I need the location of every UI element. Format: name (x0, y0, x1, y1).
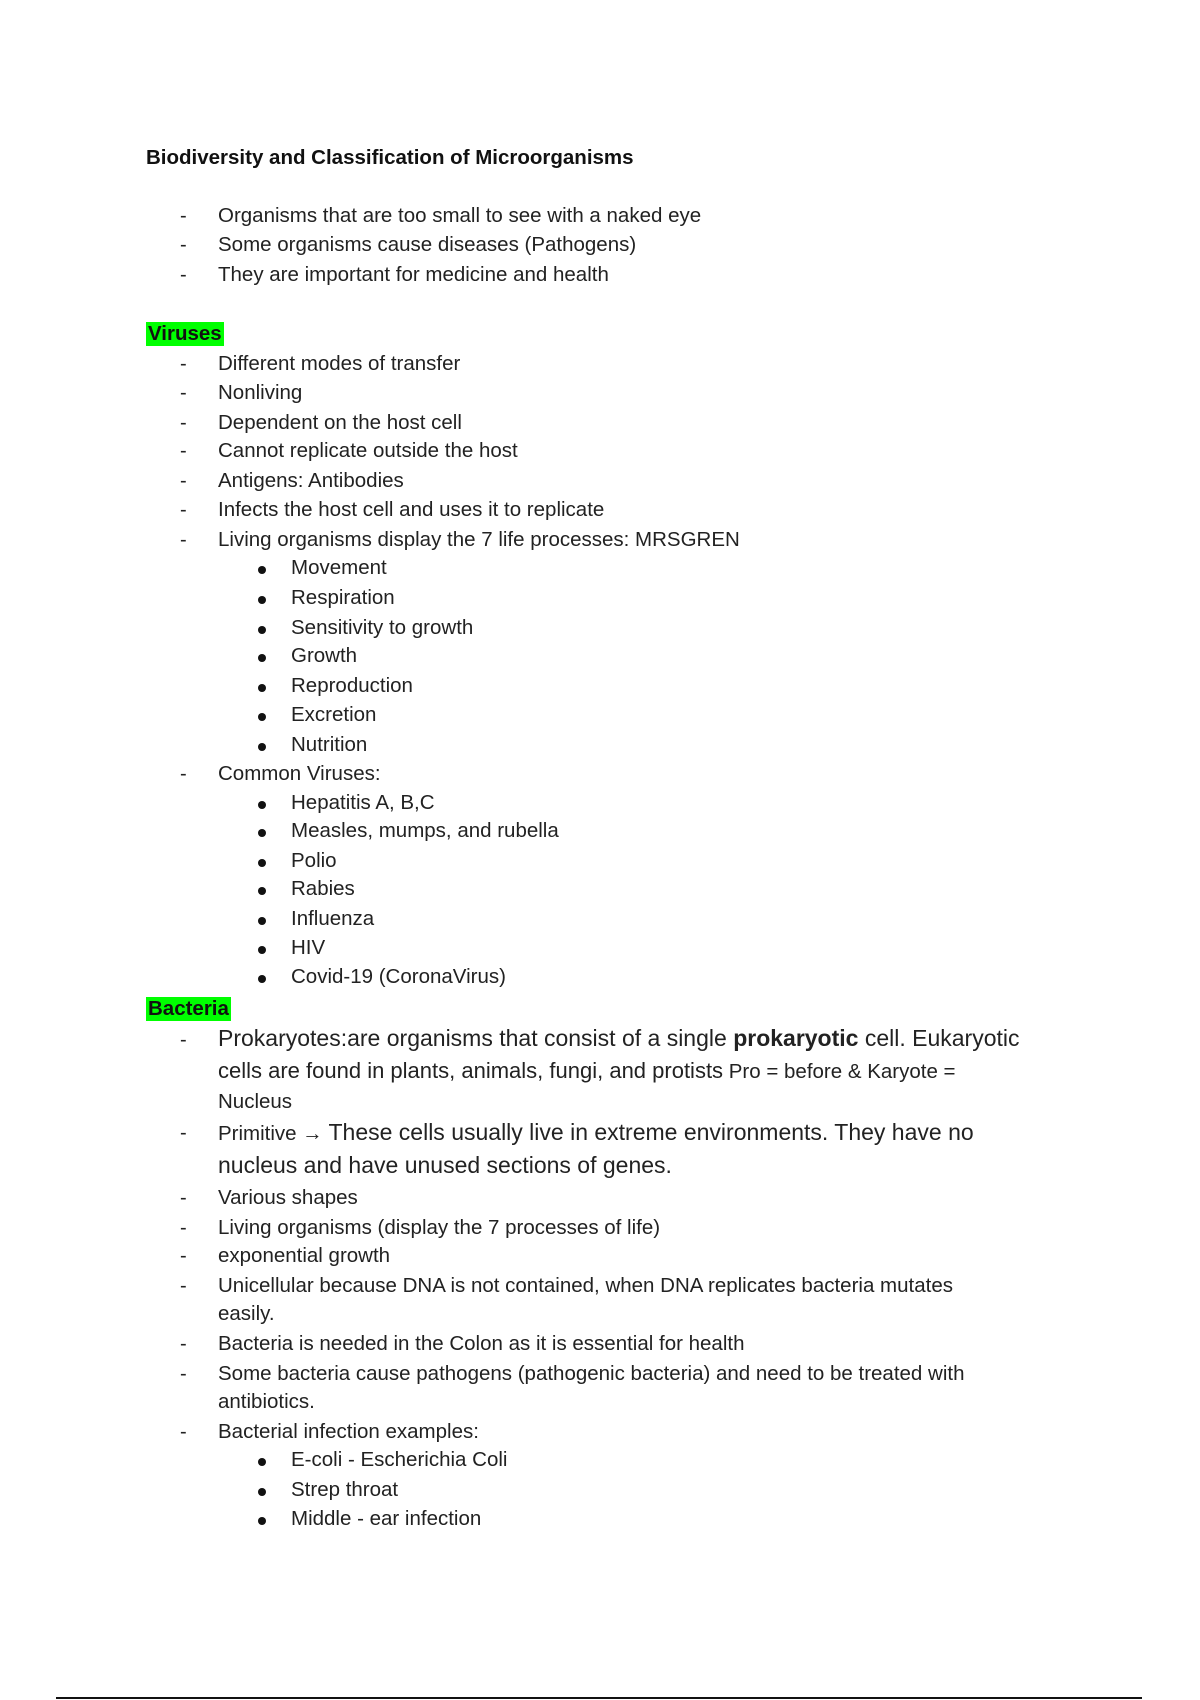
dash-bullet: - (180, 234, 187, 256)
list-item: Living organisms (display the 7 processes of life) (218, 1216, 661, 1239)
dash-bullet: - (180, 529, 187, 551)
dash-bullet: - (180, 1333, 187, 1355)
list-item: Bacterial infection examples: (218, 1420, 479, 1443)
dash-bullet: - (180, 1217, 187, 1239)
bullet-dot (258, 801, 266, 809)
bullet-dot (258, 829, 266, 837)
bullet-dot (258, 743, 266, 751)
list-item: Infects the host cell and uses it to replicate (218, 498, 605, 521)
dash-bullet: - (180, 412, 187, 434)
list-item: E-coli - Escherichia Coli (291, 1448, 508, 1471)
bullet-dot (258, 654, 266, 662)
bacteria-heading: Bacteria (148, 997, 229, 1020)
list-item: Hepatitis A, B,C (291, 791, 435, 814)
bullet-dot (258, 1458, 266, 1466)
list-item: Respiration (291, 586, 395, 609)
dash-bullet: - (180, 499, 187, 521)
list-item: Some bacteria cause pathogens (pathogenic bacteria) and need to be treated with (218, 1362, 965, 1385)
list-item: Polio (291, 849, 337, 872)
bullet-dot (258, 566, 266, 574)
prokaryotic-term: prokaryotic (733, 1025, 859, 1051)
dash-bullet: - (180, 1122, 187, 1144)
primitive-line (218, 1120, 974, 1146)
viruses-heading: Viruses (148, 322, 222, 345)
list-item: Middle - ear infection (291, 1507, 482, 1530)
list-item: Different modes of transfer (218, 352, 461, 375)
prokaryotes-line: Nucleus (218, 1090, 293, 1113)
list-item: Sensitivity to growth (291, 616, 474, 639)
bullet-dot (258, 1517, 266, 1525)
list-item: HIV (291, 936, 326, 959)
dash-bullet: - (180, 353, 187, 375)
list-item: Covid-19 (CoronaVirus) (291, 965, 506, 988)
bullet-dot (258, 713, 266, 721)
list-item: Measles, mumps, and rubella (291, 819, 559, 842)
bullet-dot (258, 887, 266, 895)
list-item: Antigens: Antibodies (218, 469, 404, 492)
list-item: exponential growth (218, 1244, 391, 1267)
list-item: Bacteria is needed in the Colon as it is essential for health (218, 1332, 745, 1355)
dash-bullet: - (180, 470, 187, 492)
bullet-dot (258, 684, 266, 692)
list-item: Unicellular because DNA is not contained, when DNA replicates bacteria mutates (218, 1274, 953, 1297)
list-item: Movement (291, 556, 387, 579)
dash-bullet: - (180, 1363, 187, 1385)
bullet-dot (258, 626, 266, 634)
dash-bullet: - (180, 264, 187, 286)
dash-bullet: - (180, 1275, 187, 1297)
list-item: Living organisms display the 7 life processes: MRSGREN (218, 528, 740, 551)
primitive-line: nucleus and have unused sections of genes. (218, 1152, 672, 1178)
bullet-dot (258, 917, 266, 925)
list-item: Organisms that are too small to see with a naked eye (218, 204, 702, 227)
dash-bullet: - (180, 382, 187, 404)
prokaryotes-line (218, 1026, 1020, 1052)
prokaryotes-text: cells are found in plants, animals, fungi, and protists (218, 1058, 724, 1083)
list-item: Various shapes (218, 1186, 358, 1209)
dash-bullet: - (180, 1029, 187, 1051)
dash-bullet: - (180, 763, 187, 785)
list-item: Influenza (291, 907, 375, 930)
bullet-dot (258, 859, 266, 867)
prokaryotes-text: Prokaryotes:are organisms that consist of a single (218, 1025, 734, 1051)
list-item: Growth (291, 644, 358, 667)
dash-bullet: - (180, 1245, 187, 1267)
dash-bullet: - (180, 1187, 187, 1209)
list-item: Common Viruses: (218, 762, 381, 785)
prokaryotes-line (218, 1059, 956, 1084)
prokaryotes-text-cont: cell. Eukaryotic (858, 1025, 1020, 1051)
dash-bullet: - (180, 440, 187, 462)
list-item: Strep throat (291, 1478, 399, 1501)
page-bottom-rule (56, 1697, 1142, 1699)
primitive-text: These cells usually live in extreme environments. They have no (328, 1119, 974, 1145)
primitive-label: Primitive → (218, 1122, 329, 1145)
list-item: Dependent on the host cell (218, 411, 462, 434)
list-item: Some organisms cause diseases (Pathogens) (218, 233, 637, 256)
list-item: Excretion (291, 703, 377, 726)
dash-bullet: - (180, 205, 187, 227)
bullet-dot (258, 975, 266, 983)
list-item-cont: easily. (218, 1302, 275, 1325)
list-item: Nonliving (218, 381, 303, 404)
page-title: Biodiversity and Classification of Microorganisms (146, 146, 634, 169)
list-item: Reproduction (291, 674, 413, 697)
list-item: They are important for medicine and health (218, 263, 609, 286)
list-item-cont: antibiotics. (218, 1390, 315, 1413)
bullet-dot (258, 1488, 266, 1496)
list-item: Nutrition (291, 733, 368, 756)
pro-karyote-note: Pro = before & Karyote = (723, 1060, 956, 1083)
list-item: Rabies (291, 877, 355, 900)
bullet-dot (258, 596, 266, 604)
dash-bullet: - (180, 1421, 187, 1443)
bullet-dot (258, 946, 266, 954)
list-item: Cannot replicate outside the host (218, 439, 518, 462)
